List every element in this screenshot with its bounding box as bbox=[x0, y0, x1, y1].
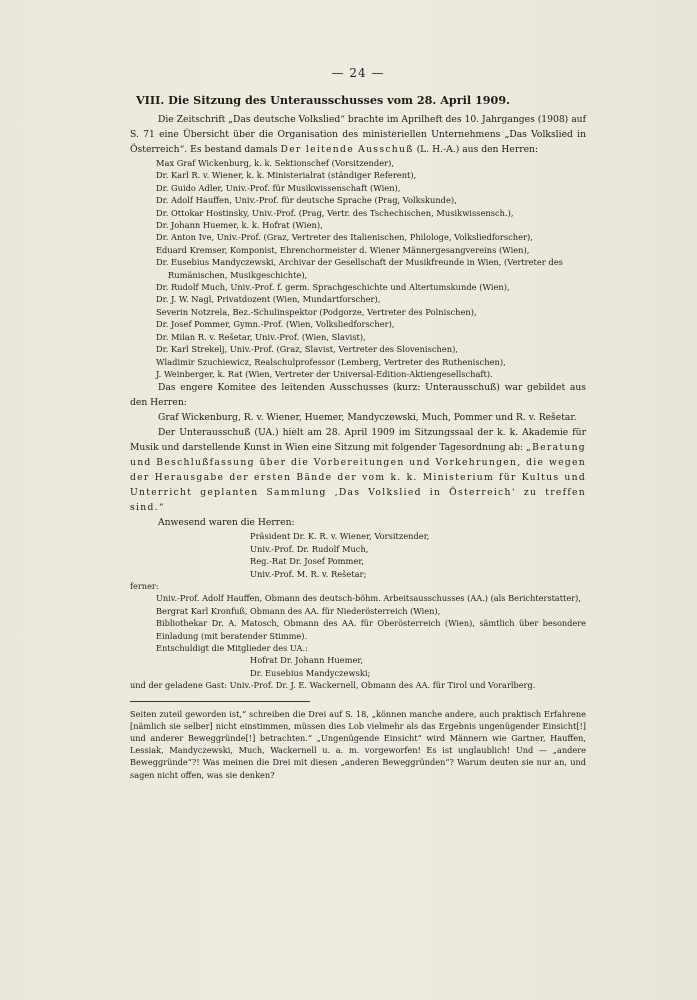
list-item: J. Weinberger, k. Rat (Wien, Vertreter der Universal-Edition-Aktiengesellschaft). bbox=[156, 368, 493, 379]
list-item: Eduard Kremser, Komponist, Ehrenchormeister d. Wiener Männergesangvereins (Wien), bbox=[156, 244, 530, 255]
list-item: Dr. Milan R. v. Rešetar, Univ.-Prof. (Wien, Slavist), bbox=[156, 331, 366, 342]
list-item: Univ.-Prof. Dr. Rudolf Much, bbox=[250, 543, 369, 554]
page-content bbox=[130, 62, 586, 781]
list-item: Univ.-Prof. Adolf Hauffen, Obmann des deutsch-böhm. Arbeitsausschusses (AA.) (als Berichterstatter), bbox=[156, 593, 581, 604]
guest-line: und der geladene Gast: Univ.-Prof. Dr. J. E. Wackernell, Obmann des AA. für Tirol und Vorarlberg. bbox=[130, 680, 536, 691]
session-paragraph bbox=[130, 425, 586, 515]
list-item: Dr. Rudolf Much, Univ.-Prof. f. germ. Sprachgeschichte und Altertumskunde (Wien), bbox=[156, 282, 510, 293]
session-agenda: „Beratung und Beschlußfassung über die Vorbereitungen und Vorkehrungen, die wegen der Herausgabe der ersten Bände der vom k. k. Ministerium für Kultus und Unterricht geplanten Sammlung ‚Das Volkslied in Österreich‘ zu treffen sind.“ bbox=[130, 442, 586, 514]
committee-members: Graf Wickenburg, R. v. Wiener, Huemer, Mandyczewski, Much, Pommer und R. v. Rešetar. bbox=[158, 412, 577, 424]
list-item: Univ.-Prof. M. R. v. Rešetar; bbox=[250, 568, 367, 579]
list-item: Dr. Ottokar Hostinsky, Univ.-Prof. (Prag, Vertr. des Tschechischen, Musikwissensch.), bbox=[156, 207, 514, 218]
intro-text: Die Zeitschrift „Das deutsche Volkslied“ brachte im Aprilheft des 10. Jahrganges (1908) auf S. 71 eine Übersicht über die Organisation des ministeriellen Unternehmens „Das Volkslied in Österreich“. Es bestand damals bbox=[130, 114, 586, 155]
committee-intro: Das engere Komitee des leitenden Ausschusses (kurz: Unterausschuß) war gebildet aus den Herren: bbox=[130, 382, 586, 409]
list-item: Severin Notzrela, Bez.-Schulinspektor (Podgorze, Vertreter des Polnischen), bbox=[156, 306, 477, 317]
present-list bbox=[250, 530, 586, 580]
list-item: Reg.-Rat Dr. Josef Pommer, bbox=[250, 556, 365, 567]
list-item: Präsident Dr. K. R. v. Wiener, Vorsitzender, bbox=[250, 531, 430, 542]
list-item: Bibliothekar Dr. A. Matosch, Obmann des AA. für Oberösterreich (Wien), sämtlich über besondere Einladung (mit beratender Stimme). bbox=[156, 618, 586, 641]
list-item: Dr. Eusebius Mandyczewski; bbox=[250, 667, 371, 678]
footnote: Seiten zuteil geworden ist,“ schreiben die Drei auf S. 18, „können manche andere, auch praktisch Erfahrene [nämlich sie selber] nicht einstimmen, müssen dies Lob vielmehr als das Ergebnis ungenügender Einsicht[!] und anderer Beweggründe[!] betrachten.“ „Ungenügende Einsicht“ wird Männern wie Gartner, Hauffen, Lessiak, Mandyczewski, Much, Wackernell u. a. m. vorgeworfen! Es ist unglaublich! Und — „andere Beweggründe“?! Was meinen die Drei mit diesen „anderen Beweggründen“? Warum deuten sie nur an, und sagen nicht offen, was sie denken? bbox=[130, 708, 586, 780]
session-text: Der Unterausschuß (UA.) hielt am 28. April 1909 im Sitzungssaal der k. k. Akademie für Musik und darstellende Kunst in Wien eine Sitzung mit folgender Tagesordnung ab: bbox=[130, 427, 586, 454]
excused-label: Entschuldigt die Mitglieder des UA.: bbox=[156, 642, 308, 653]
section-heading: VIII. Die Sitzung des Unterausschusses vom 28. April 1909. bbox=[136, 93, 511, 107]
list-item: Bergrat Karl Kronfuß, Obmann des AA. für Niederösterreich (Wien), bbox=[156, 605, 441, 616]
list-item: Dr. Josef Pommer, Gymn.-Prof. (Wien, Volksliedforscher), bbox=[156, 319, 395, 330]
present-label: Anwesend waren die Herren: bbox=[158, 517, 295, 529]
intro-spaced: Der leitende Ausschuß bbox=[280, 144, 414, 155]
further-label: ferner: bbox=[130, 580, 159, 591]
list-item: Dr. J. W. Nagl, Privatdozent (Wien, Mundartforscher), bbox=[156, 294, 381, 305]
member-list bbox=[130, 157, 586, 380]
intro-tail: (L. H.-A.) aus den Herren: bbox=[413, 144, 539, 155]
list-item: Dr. Anton Ive, Univ.-Prof. (Graz, Vertreter des Italienischen, Philologe, Volksliedforscher), bbox=[156, 232, 533, 243]
intro-paragraph bbox=[130, 112, 586, 157]
list-item: Hofrat Dr. Johann Huemer, bbox=[250, 655, 364, 666]
excused-list bbox=[250, 654, 586, 679]
list-item: Dr. Karl Strekelj, Univ.-Prof. (Graz, Slavist, Vertreter des Slovenischen), bbox=[156, 344, 458, 355]
footnote-divider bbox=[130, 701, 310, 702]
list-item: Dr. Guido Adler, Univ.-Prof. für Musikwissenschaft (Wien), bbox=[156, 182, 401, 193]
list-item: Dr. Eusebius Mandyczewski, Archivar der Gesellschaft der Musikfreunde in Wien, (Vertreter des Rumänischen, Musikgeschichte), bbox=[156, 257, 563, 280]
list-item: Dr. Johann Huemer, k. k. Hofrat (Wien), bbox=[156, 220, 323, 231]
list-item: Dr. Adolf Hauffen, Univ.-Prof. für deutsche Sprache (Prag, Volkskunde), bbox=[156, 195, 457, 206]
list-item: Wladimir Szuchiewicz, Realschulprofessor (Lemberg, Vertreter des Ruthenischen), bbox=[156, 356, 506, 367]
page-number: — 24 — bbox=[331, 66, 385, 80]
list-item: Dr. Karl R. v. Wiener, k. k. Ministerialrat (ständiger Referent), bbox=[156, 170, 417, 181]
list-item: Max Graf Wickenburg, k. k. Sektionschef (Vorsitzender), bbox=[156, 158, 394, 168]
